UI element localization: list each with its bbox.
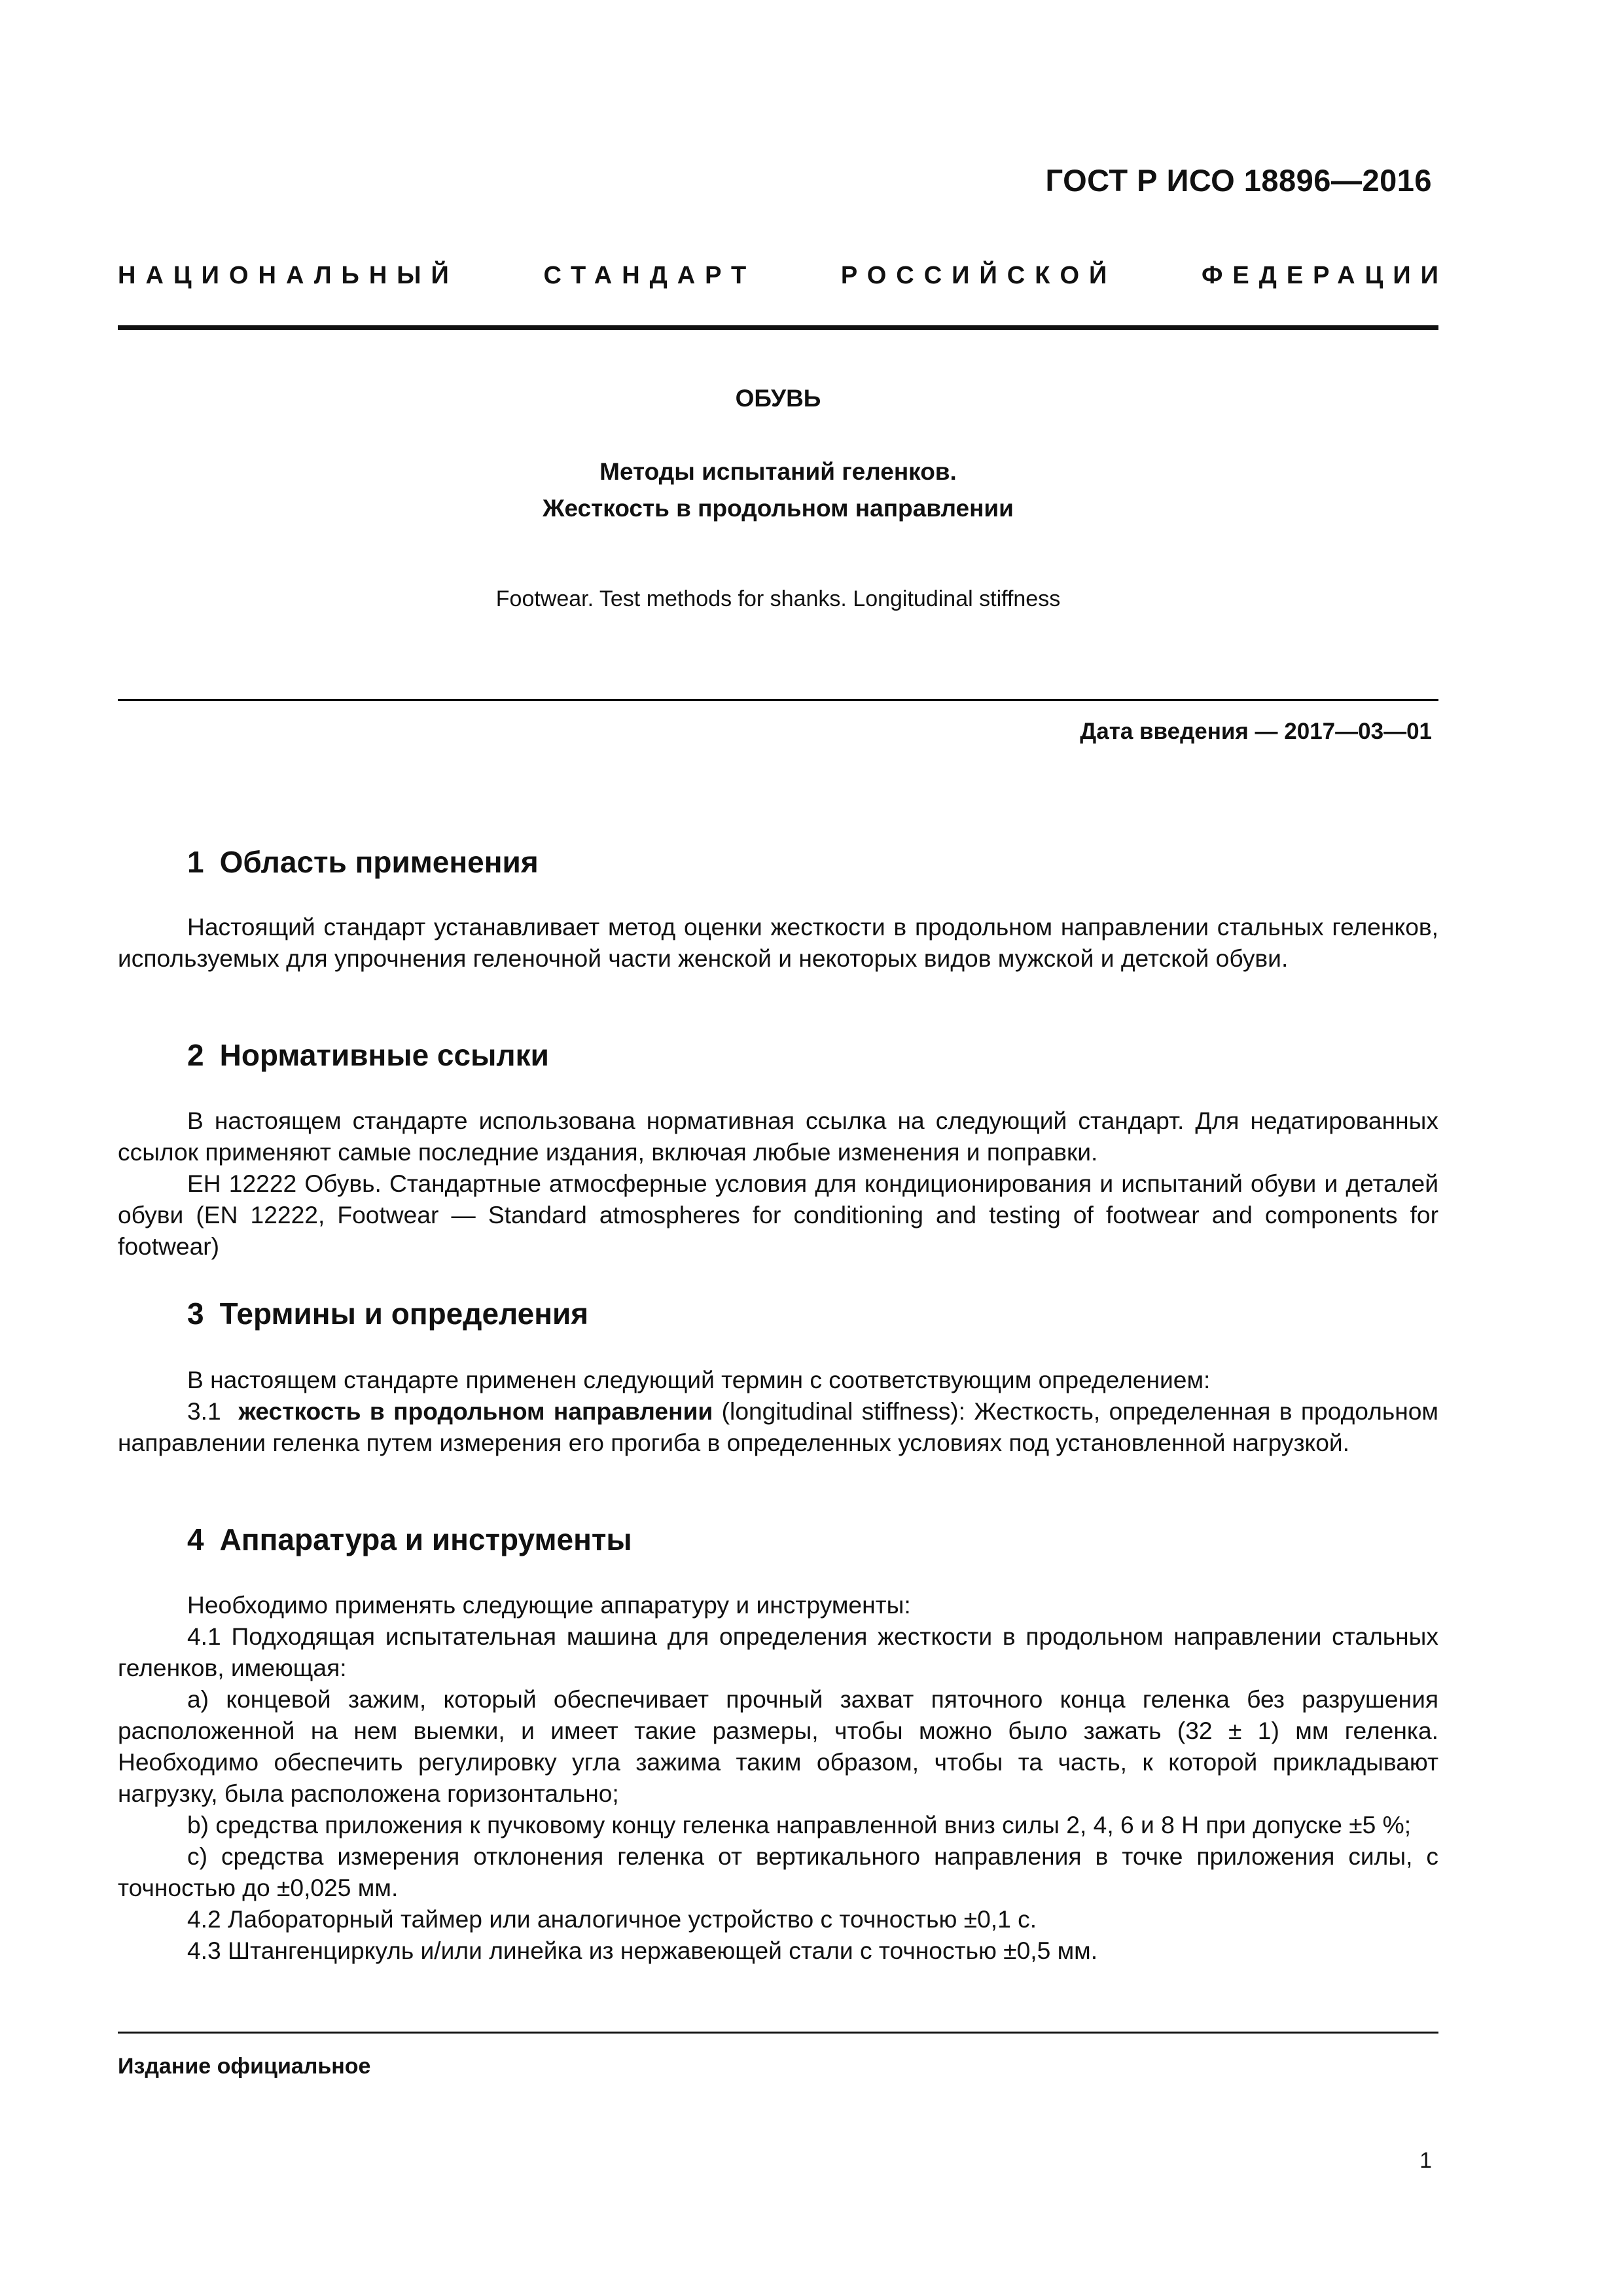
page-number: 1 [1419,2148,1432,2173]
section-number: 2 [187,1038,204,1072]
section-title: Термины и определения [219,1297,589,1331]
edition-note: Издание официальное [118,2054,371,2079]
section-4-body [118,1589,1438,1966]
national-word-4: ФЕДЕРАЦИИ [1201,262,1448,289]
introduction-date: Дата введения — 2017—03—01 [1080,719,1432,744]
national-standard-heading [118,262,1448,290]
paragraph: 4.1 Подходящая испытательная машина для определения жесткости в продольном направлении стальных геленков, имеющая: [118,1623,1438,1681]
section-2-body [118,1105,1438,1262]
paragraph: ЕН 12222 Обувь. Стандартные атмосферные условия для кондиционирования и испытаний обуви и деталей обуви (EN 12222, Footwear — Standard atmospheres for conditioning and testing of footwear and components for footwear) [118,1170,1438,1260]
document-subtitle [118,454,1438,527]
subtitle-line-2: Жесткость в продольном направлении [543,495,1014,522]
footer-divider [118,2032,1438,2034]
english-title: Footwear. Test methods for shanks. Longitudinal stiffness [495,586,1061,611]
section-title: Аппаратура и инструменты [219,1522,632,1556]
paragraph: 4.2 Лабораторный таймер или аналогичное устройство с точностью ±0,1 с. [187,1905,1037,1933]
definition: (longitudinal stiffness): Жесткость, определенная в продольном направлении геленка путем измерения его прогиба в определенных условиях под установленной нагрузкой. [118,1397,1438,1456]
section-3-body [118,1364,1438,1458]
document-title: ОБУВЬ [735,385,821,412]
term: жесткость в продольном направлении [238,1397,713,1425]
paragraph: Настоящий стандарт устанавливает метод оценки жесткости в продольном направлении стальных геленков, используемых для упрочнения геленочной части женской и некоторых видов мужской и детской обуви. [118,913,1438,972]
section-2-heading [187,1037,549,1073]
header-divider [118,325,1438,330]
section-title: Нормативные ссылки [219,1038,549,1072]
paragraph: В настоящем стандарте использована нормативная ссылка на следующий стандарт. Для недатированных ссылок применяют самые последние издания, включая любые изменения и поправки. [118,1107,1438,1166]
national-word-2: СТАНДАРТ [543,262,757,289]
section-title: Область применения [219,845,539,879]
national-word-3: РОССИЙСКОЙ [840,262,1117,289]
term-definition [118,1395,1438,1458]
national-word-1: НАЦИОНАЛЬНЫЙ [118,262,459,289]
subtitle-line-1: Методы испытаний геленков. [599,458,957,485]
section-1-body [118,911,1438,974]
section-number: 3 [187,1297,204,1331]
paragraph: а) концевой зажим, который обеспечивает прочный захват пяточного конца геленка без разрушения расположенной на нем выемки, и имеет такие размеры, чтобы можно было зажать (32 ± 1) мм геленка. Необходимо обеспечить регулировку угла зажима таким образом, чтобы та часть, к которой прикладывают нагрузку, была расположена горизонтально; [118,1685,1438,1807]
paragraph: Необходимо применять следующие аппаратуру и инструменты: [187,1591,911,1619]
section-number: 1 [187,845,204,879]
paragraph: 4.3 Штангенциркуль и/или линейка из нержавеющей стали с точностью ±0,5 мм. [187,1937,1098,1964]
section-number: 4 [187,1522,204,1556]
title-divider [118,699,1438,701]
paragraph: с) средства измерения отклонения геленка от вертикального направления в точке приложения силы, с точностью до ±0,025 мм. [118,1842,1438,1901]
section-4-heading [187,1522,632,1557]
paragraph: b) средства приложения к пучковому концу геленка направленной вниз силы 2, 4, 6 и 8 Н при допуске ±5 %; [187,1811,1412,1839]
term-number: 3.1 [187,1397,221,1425]
paragraph: В настоящем стандарте применен следующий термин с соответствующим определением: [187,1366,1211,1393]
section-1-heading [187,844,539,880]
document-number: ГОСТ Р ИСО 18896—2016 [1045,163,1432,198]
section-3-heading [187,1296,588,1331]
